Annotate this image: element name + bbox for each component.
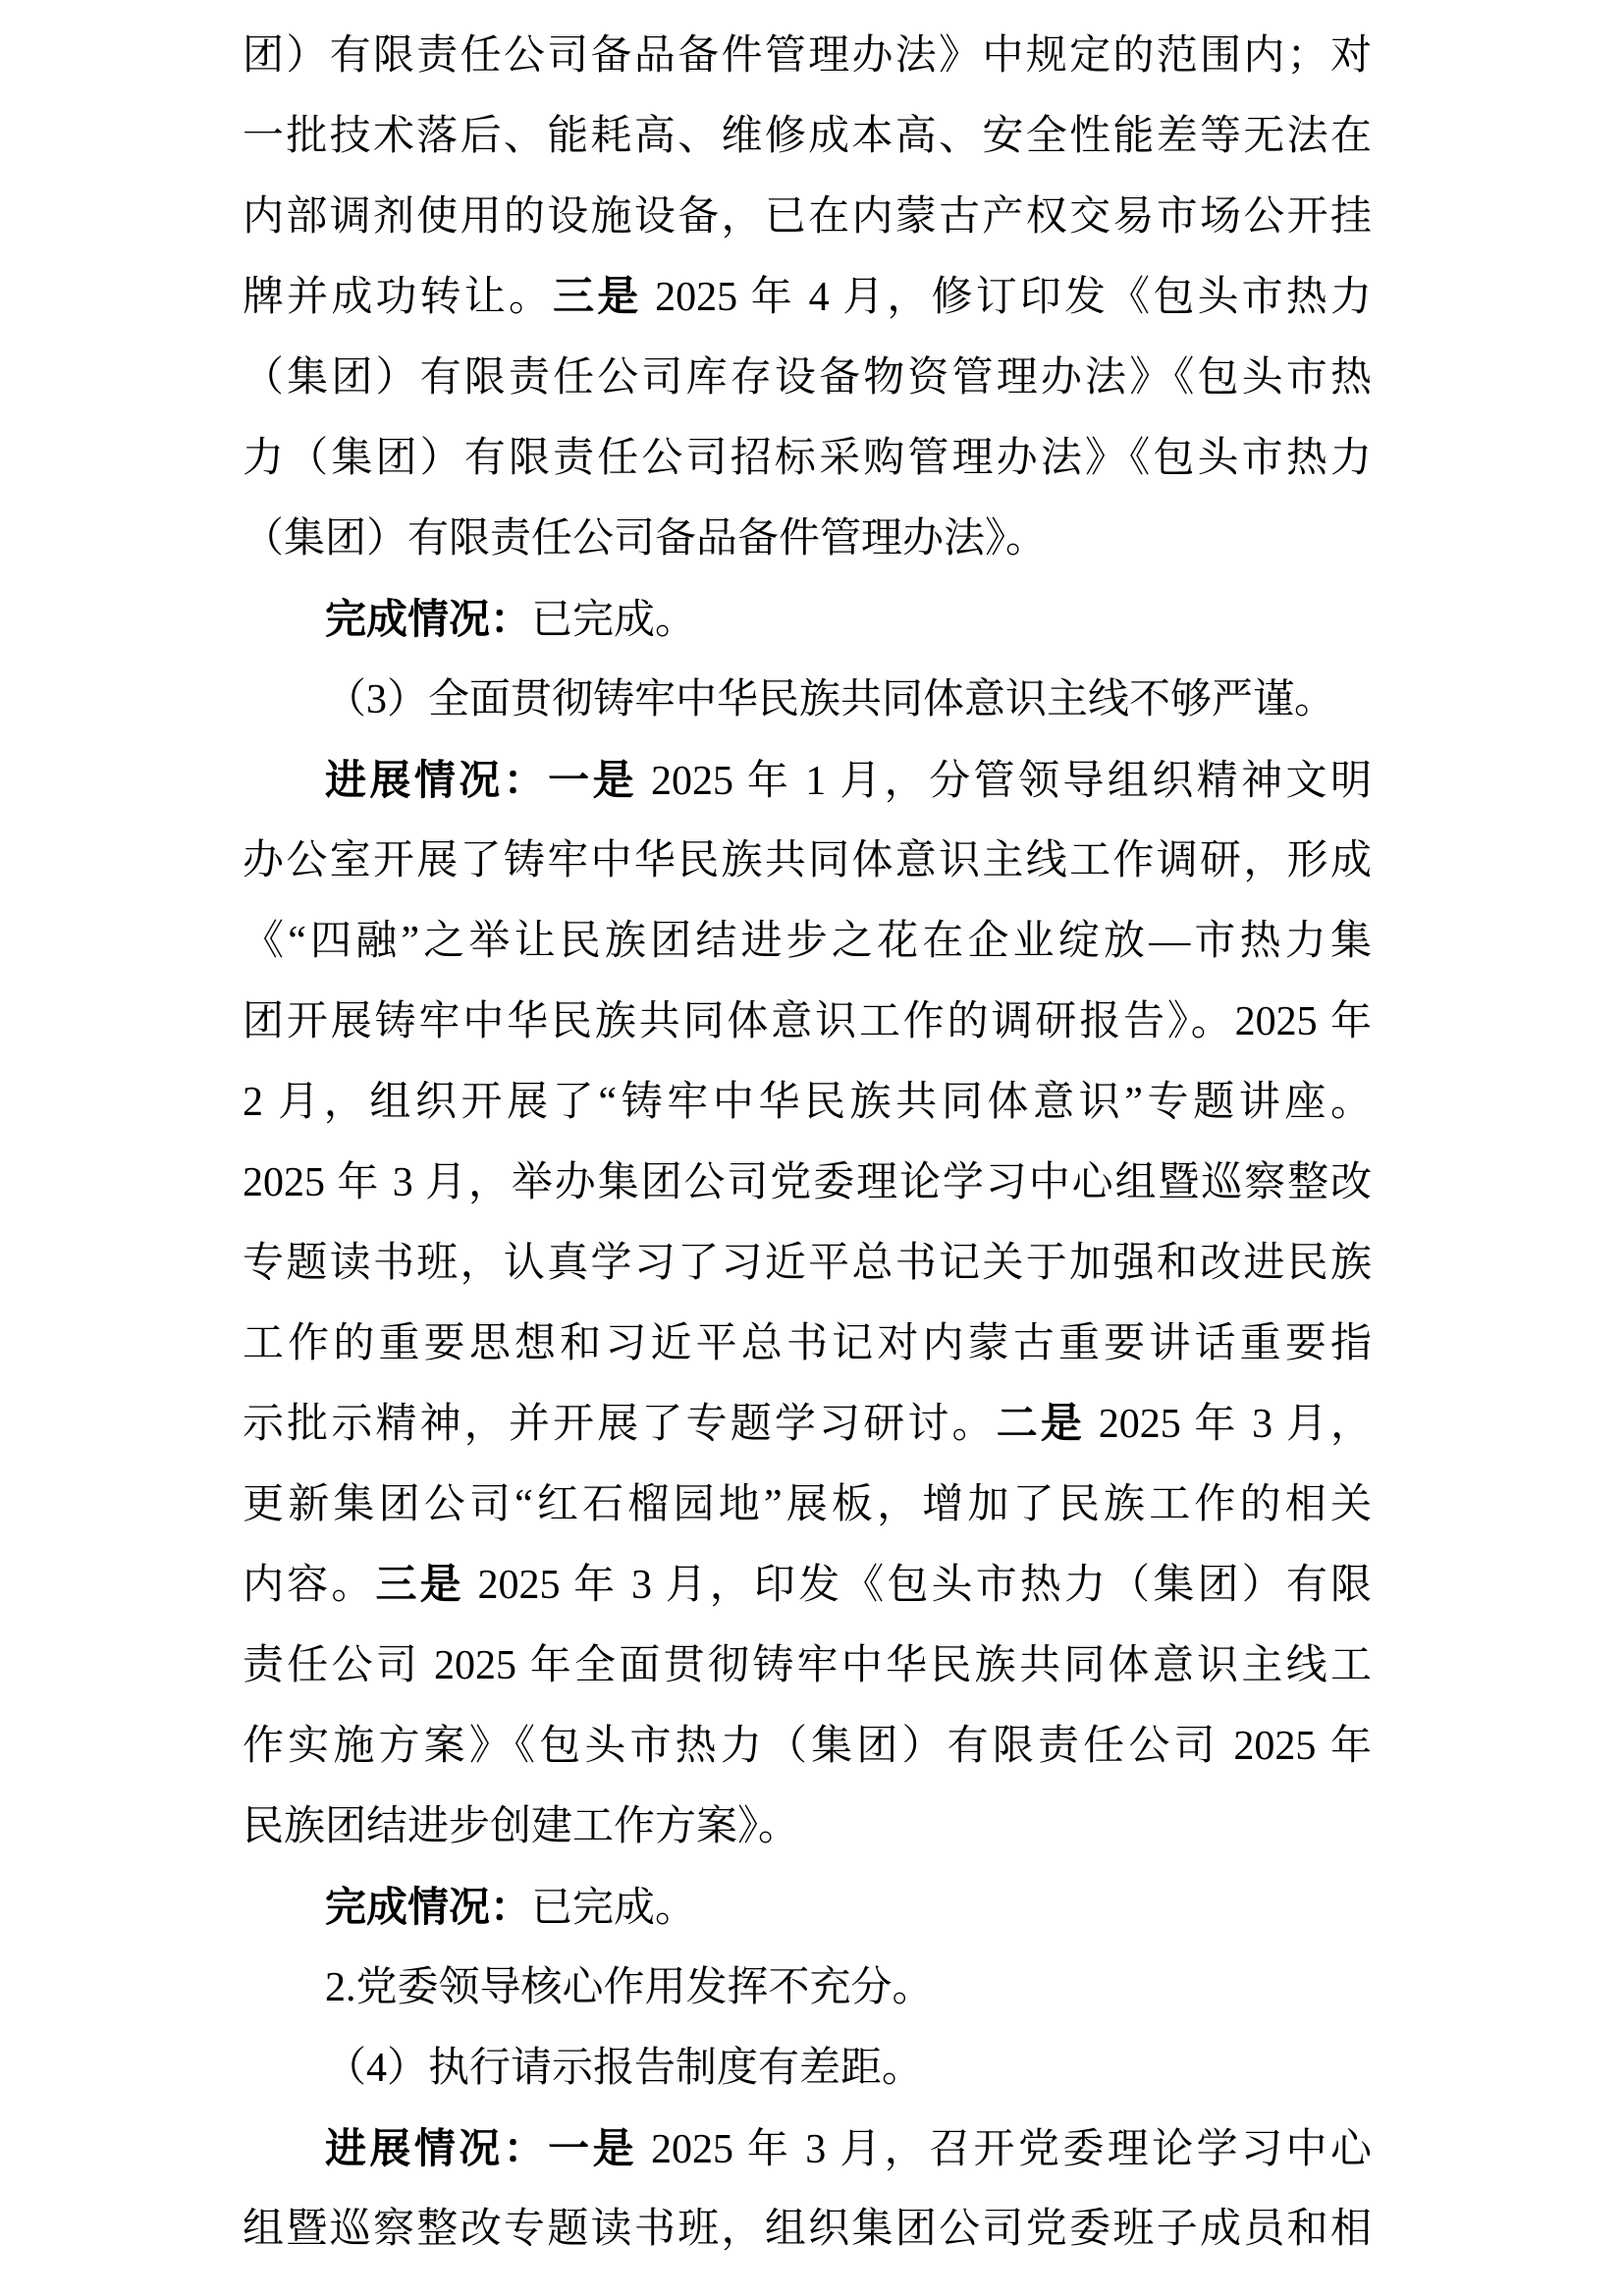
text-line-28 [243,2189,1372,2269]
text-line-25 [243,1948,1372,2028]
text-segment: 工作的重要思想和习近平总书记对内蒙古重要讲话重要指 [243,1321,1372,1366]
text-line-18 [243,1384,1372,1465]
text-line-11 [243,821,1372,901]
text-segment: 2 月，组织开展了“铸牢中华民族共同体意识”专题讲座。 [243,1080,1372,1125]
text-segment: 作实施方案》《包头市热力（集团）有限责任公司 2025 年 [243,1724,1372,1769]
emphasis-segment: 三是 [553,275,642,320]
text-segment: 牌并成功转让。 [243,275,554,320]
text-segment: 团开展铸牢中华民族共同体意识工作的调研报告》。2025 年 [243,999,1372,1044]
text-segment: 2025 年 1 月，分管领导组织精神文明 [637,759,1372,804]
text-line-4 [243,257,1372,338]
text-line-14 [243,1062,1372,1143]
text-segment: 2.党委领导核心作用发挥不充分。 [325,1965,934,2010]
text-segment: 更新集团公司“红石榴园地”展板，增加了民族工作的相关 [243,1482,1372,1527]
text-segment: 责任公司 2025 年全面贯彻铸牢中华民族共同体意识主线工 [243,1643,1372,1688]
text-line-12 [243,901,1372,982]
text-line-8 [243,579,1372,660]
text-line-6 [243,418,1372,499]
emphasis-segment: 三是 [375,1563,464,1608]
text-line-19 [243,1465,1372,1545]
text-segment: 一批技术落后、能耗高、维修成本高、安全性能差等无法在 [243,114,1372,159]
text-segment: 专题读书班，认真学习了习近平总书记关于加强和改进民族 [243,1241,1372,1286]
emphasis-segment: 进展情况： [325,2125,549,2171]
text-segment: 《“四融”之举让民族团结进步之花在企业绽放—市热力集 [243,919,1372,964]
text-line-17 [243,1304,1372,1384]
text-segment: 2025 年 3 月，印发《包头市热力（集团）有限 [463,1563,1372,1608]
text-segment: 民族团结进步创建工作方案》。 [243,1804,800,1849]
text-line-24 [243,1867,1372,1948]
emphasis-segment: 完成情况： [325,1884,532,1930]
text-segment: 组暨巡察整改专题读书班，组织集团公司党委班子成员和相 [243,2207,1372,2252]
text-line-13 [243,982,1372,1062]
emphasis-segment: 二是 [996,1402,1086,1447]
text-line-23 [243,1787,1372,1867]
text-line-26 [243,2028,1372,2109]
text-segment: 内容。 [243,1563,376,1608]
text-line-1 [243,16,1372,96]
text-segment: 已完成。 [531,598,697,643]
text-line-9 [243,660,1372,740]
text-line-16 [243,1223,1372,1304]
text-line-3 [243,177,1372,257]
text-segment: 2025 年 3 月， [1085,1402,1372,1447]
text-line-15 [243,1143,1372,1223]
text-line-7 [243,499,1372,579]
text-segment: 力（集团）有限责任公司招标采购管理办法》《包头市热力 [243,436,1372,481]
emphasis-segment: 完成情况： [325,596,532,642]
emphasis-segment: 一是 [548,759,638,804]
text-line-27 [243,2109,1372,2189]
emphasis-segment: 进展情况： [325,757,549,803]
emphasis-segment: 一是 [548,2127,638,2172]
text-segment: 示批示精神，并开展了专题学习研讨。 [243,1402,997,1447]
text-line-20 [243,1545,1372,1626]
text-segment: 团）有限责任公司备品备件管理办法》中规定的范围内；对 [243,33,1372,79]
text-segment: 2025 年 4 月，修订印发《包头市热力 [641,275,1372,320]
text-segment: 已完成。 [531,1886,697,1931]
text-line-10 [243,740,1372,821]
text-line-5 [243,338,1372,418]
text-segment: 2025 年 3 月，召开党委理论学习中心 [637,2127,1372,2172]
text-segment: （集团）有限责任公司库存设备物资管理办法》《包头市热 [243,355,1372,400]
text-segment: 2025 年 3 月，举办集团公司党委理论学习中心组暨巡察整改 [243,1160,1372,1205]
text-segment: （集团）有限责任公司备品备件管理办法》。 [243,516,1048,561]
text-segment: 办公室开展了铸牢中华民族共同体意识主线工作调研，形成 [243,838,1372,883]
text-segment: （4）执行请示报告制度有差距。 [325,2046,924,2091]
text-segment: （3）全面贯彻铸牢中华民族共同体意识主线不够严谨。 [325,677,1336,722]
text-segment: 内部调剂使用的设施设备，已在内蒙古产权交易市场公开挂 [243,194,1372,240]
text-line-22 [243,1706,1372,1787]
text-line-2 [243,96,1372,177]
document-body [243,16,1372,2269]
text-line-21 [243,1626,1372,1706]
